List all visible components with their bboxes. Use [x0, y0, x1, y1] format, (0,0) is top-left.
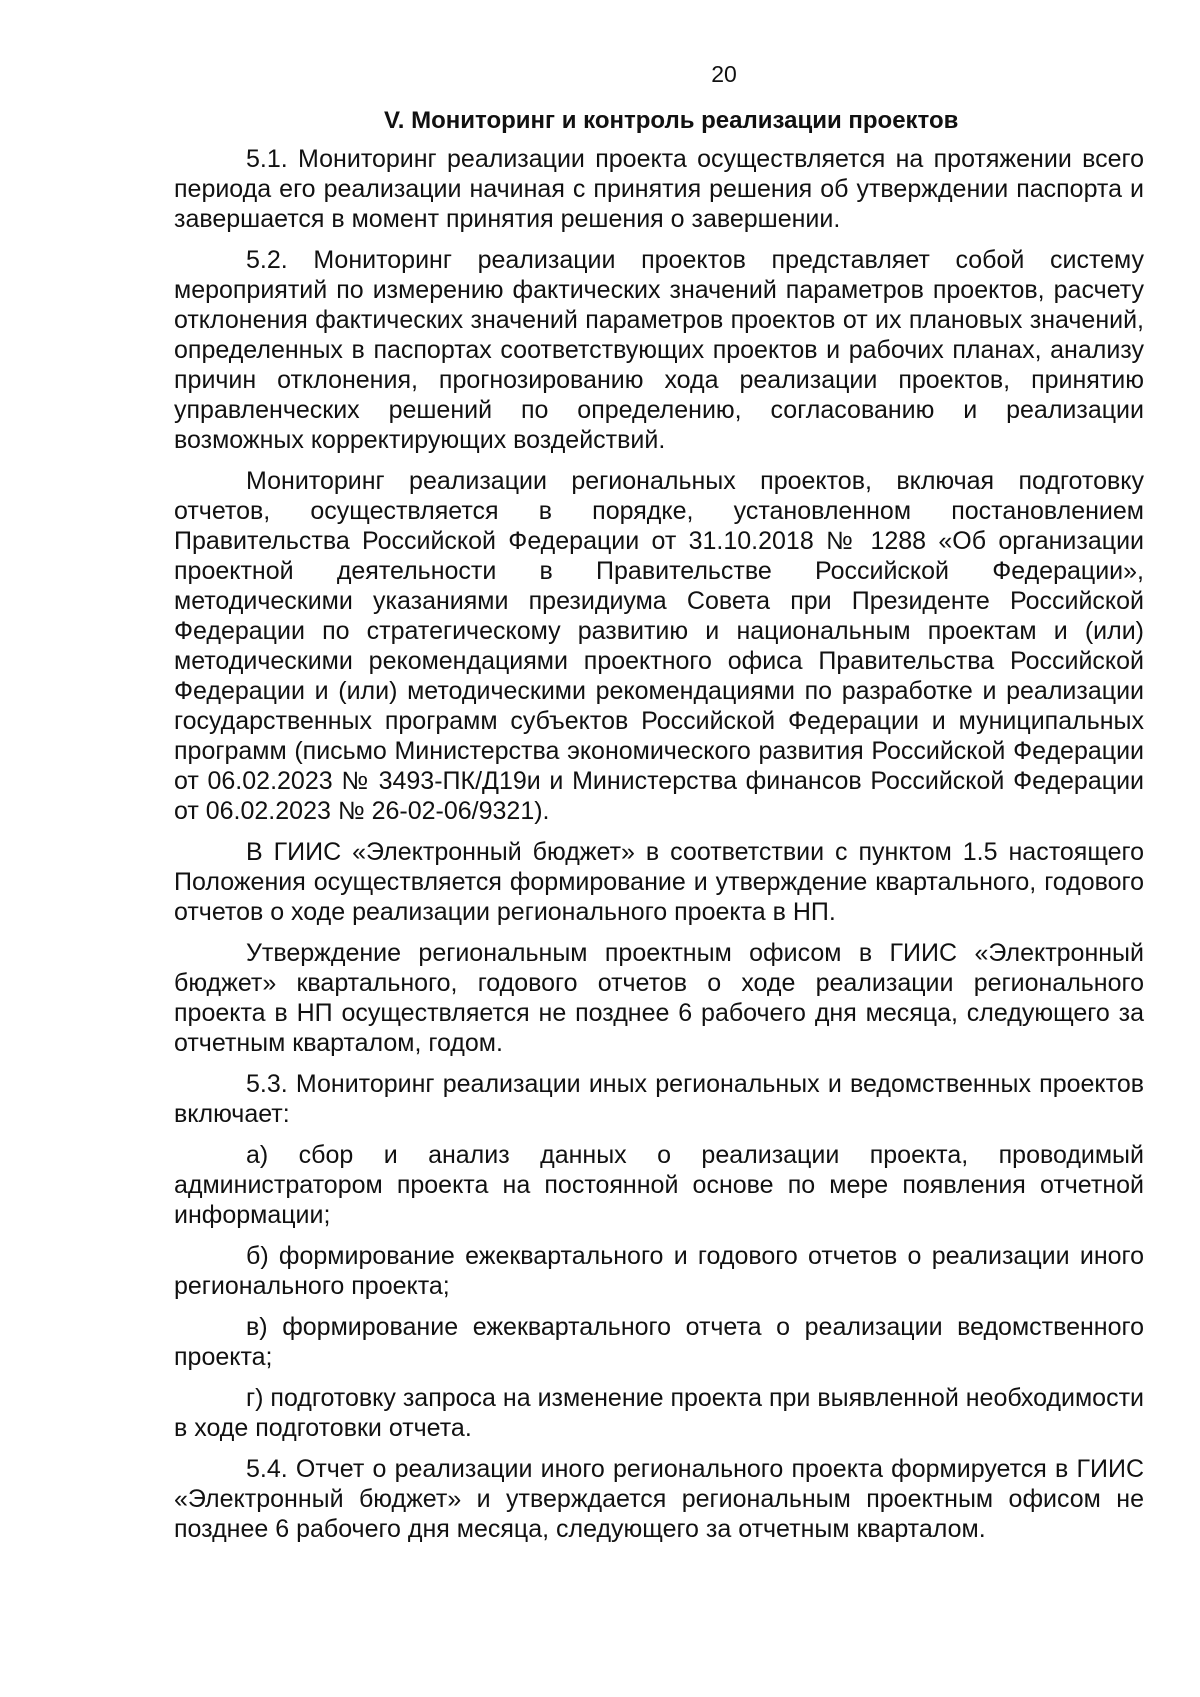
paragraph-5-4: 5.4. Отчет о реализации иного регионального проекта формируется в ГИИС «Электронный бюджет» и утверждается региональным проектным офисом не позднее 6 рабочего дня месяца, следующего за отчетным кварталом.	[174, 1455, 1144, 1543]
list-item-a: а) сбор и анализ данных о реализации проекта, проводимый администратором проекта на постоянной основе по мере появления отчетной информации;	[174, 1141, 1144, 1229]
list-item-g: г) подготовку запроса на изменение проекта при выявленной необходимости в ходе подготовки отчета.	[174, 1384, 1144, 1442]
paragraph-regional-monitoring: Мониторинг реализации региональных проектов, включая подготовку отчетов, осуществляется в порядке, установленном постановлением Правительства Российской Федерации от 31.10.2018 № 1288 «Об организации проектной деятельности в Правительстве Российской Федерации», методическими указаниями президиума Совета при Президенте Российской Федерации по стратегическому развитию и национальным проектам и (или) методическими рекомендациями проектного офиса Правительства Российской Федерации и (или) методическими рекомендациями по разработке и реализации государственных программ субъектов Российской Федерации и муниципальных программ (письмо Министерства экономического развития Российской Федерации от 06.02.2023 № 3493-ПК/Д19и и Министерства финансов Российской Федерации от 06.02.2023 № 26-02-06/9321).	[174, 467, 1144, 825]
section-title: V. Мониторинг и контроль реализации проектов	[384, 107, 959, 134]
list-item-v: в) формирование ежеквартального отчета о реализации ведомственного проекта;	[174, 1313, 1144, 1371]
paragraph-report-approval: Утверждение региональным проектным офисом в ГИИС «Электронный бюджет» квартального, годового отчетов о ходе реализации регионального проекта в НП осуществляется не позднее 6 рабочего дня месяца, следующего за отчетным кварталом, годом.	[174, 939, 1144, 1057]
page-number: 20	[711, 61, 737, 87]
paragraph-5-1: 5.1. Мониторинг реализации проекта осуществляется на протяжении всего периода его реализации начиная с принятия решения об утверждении паспорта и завершается в момент принятия решения о завершении.	[174, 145, 1144, 233]
paragraph-5-3: 5.3. Мониторинг реализации иных региональных и ведомственных проектов включает:	[174, 1070, 1144, 1128]
list-item-b: б) формирование ежеквартального и годового отчетов о реализации иного регионального проекта;	[174, 1242, 1144, 1300]
paragraph-5-2: 5.2. Мониторинг реализации проектов представляет собой систему мероприятий по измерению фактических значений параметров проектов, расчету отклонения фактических значений параметров проектов от их плановых значений, определенных в паспортах соответствующих проектов и рабочих планах, анализу причин отклонения, прогнозированию хода реализации проектов, принятию управленческих решений по определению, согласованию и реализации возможных корректирующих воздействий.	[174, 246, 1144, 454]
paragraph-giis-reports: В ГИИС «Электронный бюджет» в соответствии с пунктом 1.5 настоящего Положения осуществляется формирование и утверждение квартального, годового отчетов о ходе реализации регионального проекта в НП.	[174, 838, 1144, 926]
